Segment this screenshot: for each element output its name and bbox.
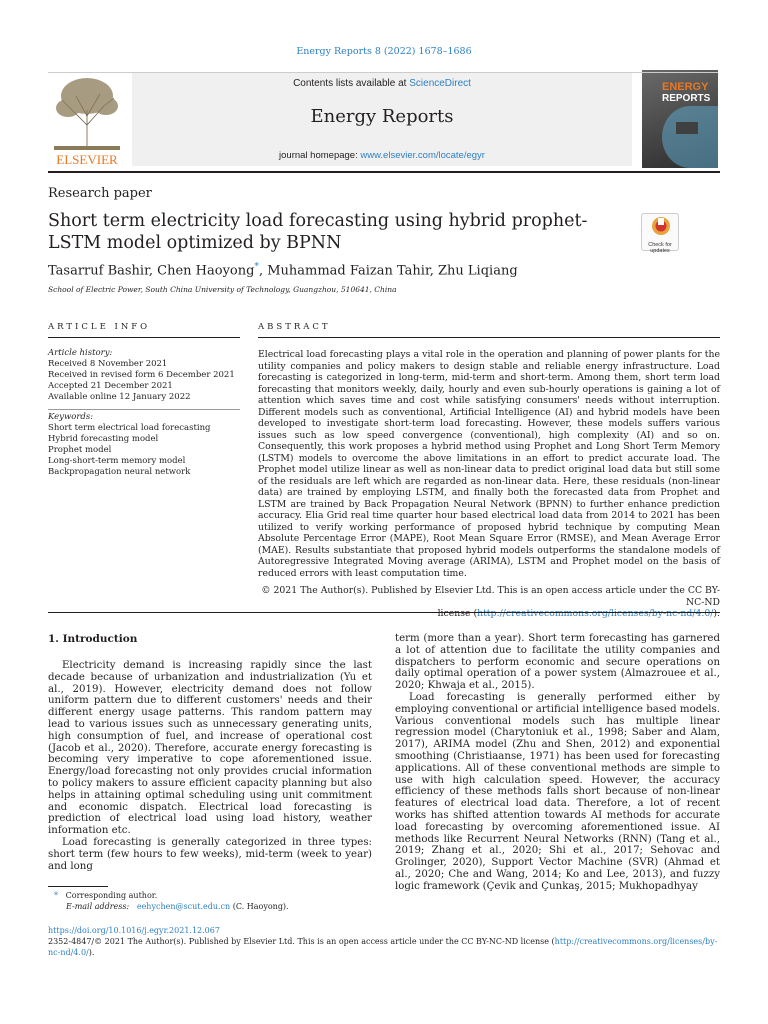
abstract-bottom-rule	[48, 612, 720, 613]
article-info-rule	[48, 337, 240, 338]
intro-left-column	[48, 660, 372, 872]
email-suffix: (C. Haoyong).	[232, 901, 289, 911]
issn-text: 2352-4847/© 2021 The Author(s). Published by Elsevier Ltd. This is an open access article under the CC BY-NC-ND license (	[48, 937, 555, 946]
keyword-item: Long-short-term memory model	[48, 456, 186, 466]
homepage-prefix: journal homepage:	[279, 150, 361, 161]
footer-license-link[interactable]: http://creativecommons.org/licenses/by-nc-nd/4.0/	[48, 937, 718, 957]
section-heading: 1. Introduction	[48, 633, 138, 645]
history-revised: Received in revised form 6 December 2021	[48, 370, 235, 380]
intro-paragraph: Electricity demand is increasing rapidly since the last decade because of urbanization and industrialization (Yu et al., 2019). However, electricity demand does not follow uniform pattern due to different customers' needs and their different energy usage patterns. This random pattern may lead to various issues such as unnecessary generating units, high consumption of fuel, and increase of operational cost (Jacob et al., 2020). Therefore, accurate energy forecasting is becoming very imperative to cope aforementioned issue. Energy/load forecasting not only provides crucial information to policy makers to assure efficient capacity planning but also helps in attaining optimal scheduling using unit commitment and economic dispatch. Electrical load forecasting is prediction of electrical load using load history, weather information etc.	[48, 660, 372, 837]
header-bottom-rule	[48, 171, 720, 173]
elsevier-tree-icon	[48, 70, 126, 166]
history-label: Article history:	[48, 348, 113, 358]
journal-cover	[642, 70, 718, 168]
keywords	[48, 412, 248, 478]
history-received: Received 8 November 2021	[48, 359, 168, 369]
elsevier-logo	[48, 70, 126, 166]
homepage-link[interactable]: www.elsevier.com/locate/egyr	[360, 150, 485, 161]
header-top-rule	[48, 72, 718, 73]
article-title: Short term electricity load forecasting using hybrid prophet-LSTM model optimized by BPNN	[48, 211, 588, 253]
copyright-suffix: ).	[713, 608, 720, 619]
email-label: E-mail address:	[66, 901, 130, 911]
history-online: Available online 12 January 2022	[48, 392, 191, 402]
author-email-link[interactable]: eehychen@scut.edu.cn	[136, 901, 231, 911]
keyword-item: Backpropagation neural network	[48, 467, 191, 477]
license-link[interactable]: http://creativecommons.org/licenses/by-nc-nd/4.0/	[477, 608, 714, 619]
abstract-text: Electrical load forecasting plays a vital role in the operation and planning of power plants for the utility companies and policy makers to design stable and reliable energy infrastructure. Load forecasting is categorized in long-term, mid-term and short-term. Among them, short term load forecasting that monitors weekly, daily, hourly and even sub-hourly operations is gaining a lot of attention which saves time and cost while satisfying consumers' needs without interruption. Different models such as conventional, Artificial Intelligence (AI) and hybrid models have been developed to investigate short-term load forecasting. However, these models suffers various issues such as low speed convergence (conventional), high complexity (AI) and so on. Consequently, this work proposes a hybrid method using Prophet and Long Short Term Memory (LSTM) models to overcome the above limitations in an effort to predict accurate load. The Prophet model utilize linear as well as non-linear data to predict original load data but still some of the residuals are left which are regarded as non-linear data. Here, these residuals (non-linear data) are trained by employing LSTM, and finally both the forecasted data from Prophet and LSTM are trained by Back Propagation Neural Network (BPNN) to further enhance prediction accuracy. Elia Grid real time quarter hour based electrical load data from 2014 to 2021 has been utilized to verify working performance of proposed hybrid technique by computing Mean Absolute Percentage Error (MAPE), Root Mean Square Error (RMSE), and Mean Average Error (MAE). Results substantiate that proposed hybrid models outperforms the standalone models of Autoregressive Integrated Moving average (ARIMA), LSTM and Prophet model on the basis of reduced errors with least computation time.	[258, 349, 720, 579]
article-type: Research paper	[48, 186, 152, 201]
journal-citation[interactable]: Energy Reports 8 (2022) 1678–1686	[296, 46, 472, 57]
keywords-rule	[48, 409, 240, 410]
doi-link[interactable]: https://doi.org/10.1016/j.egyr.2021.12.067	[48, 926, 220, 935]
abstract-heading: ABSTRACT	[258, 322, 331, 332]
article-history	[48, 348, 248, 403]
author-list	[48, 262, 518, 278]
history-accepted: Accepted 21 December 2021	[48, 381, 173, 391]
elsevier-wordmark: ELSEVIER	[56, 152, 118, 166]
affiliation: School of Electric Power, South China University of Technology, Guangzhou, 510641, China	[48, 285, 397, 294]
copyright-prefix: license (	[437, 608, 478, 619]
contents-prefix: Contents lists available at	[293, 78, 410, 89]
issn-line	[48, 937, 720, 958]
keywords-label: Keywords:	[48, 412, 94, 422]
issn-suffix: ).	[88, 947, 95, 957]
article-info-heading: ARTICLE INFO	[48, 322, 151, 332]
corresponding-note: Corresponding author.	[65, 891, 158, 900]
copyright-line: © 2021 The Author(s). Published by Elsevier Ltd. This is an open access article under the CC BY-NC-ND	[261, 585, 720, 608]
check-label-2: updates	[650, 248, 670, 254]
footnote-rule	[48, 886, 108, 887]
intro-right-column	[395, 633, 720, 893]
journal-title: Energy Reports	[310, 106, 454, 127]
corresponding-author-mark[interactable]: *	[254, 262, 259, 272]
cover-title-line1: ENERGY	[662, 81, 709, 93]
footnote	[54, 891, 374, 912]
authors-before: Tasarruf Bashir, Chen Haoyong	[48, 263, 255, 279]
abstract-copyright	[258, 585, 720, 620]
authors-after: , Muhammad Faizan Tahir, Zhu Liqiang	[258, 263, 518, 279]
contents-line	[132, 78, 632, 89]
check-for-updates-button[interactable]	[641, 213, 679, 254]
abstract-rule	[258, 337, 720, 338]
keyword-item: Prophet model	[48, 445, 112, 455]
intro-paragraph: Load forecasting is generally categorized in three types: short term (few hours to few weeks), mid-term (week to year) and long	[48, 836, 372, 872]
check-updates-icon	[642, 214, 680, 238]
footnote-star: *	[54, 891, 58, 900]
sciencedirect-link[interactable]: ScienceDirect	[409, 78, 471, 89]
keyword-item: Short term electrical load forecasting	[48, 423, 211, 433]
homepage-line	[132, 150, 632, 161]
intro-paragraph: Load forecasting is generally performed either by employing conventional or artificial intelligence based models. Various conventional models such has multiple linear regression model (Charytoniuk et al., 1998; Saber and Alam, 2017), ARIMA model (Zhu and Shen, 2012) and exponential smoothing (Christiaanse, 1971) has been used for forecasting applications. All of these conventional methods are simple to use with high calculation speed. However, the accuracy efficiency of these methods falls short because of non-linear features of electrical load data. Therefore, a lot of recent works has shifted attention towards AI methods for accurate load forecasting by overcoming aforementioned issue. AI methods like Recurrent Neural Networks (RNN) (Tang et al., 2019; Zhang et al., 2020; Shi et al., 2017; Sehovac and Grolinger, 2020), Support Vector Machine (SVR) (Ahmad et al., 2020; Che and Wang, 2014; Ko and Lee, 2013), and fuzzy logic framework (Çevik and Çunkaş, 2015; Mukhopadhyay	[395, 691, 720, 892]
cover-title-line2: REPORTS	[662, 93, 711, 104]
check-label-1: Check for	[648, 242, 672, 248]
intro-paragraph: term (more than a year). Short term forecasting has garnered a lot of attention due to facilitate the utility companies and dispatchers to perform economic and secure operations on daily optimal operation of a power system (Almazrouee et al., 2020; Khwaja et al., 2015).	[395, 633, 720, 692]
keyword-item: Hybrid forecasting model	[48, 434, 159, 444]
